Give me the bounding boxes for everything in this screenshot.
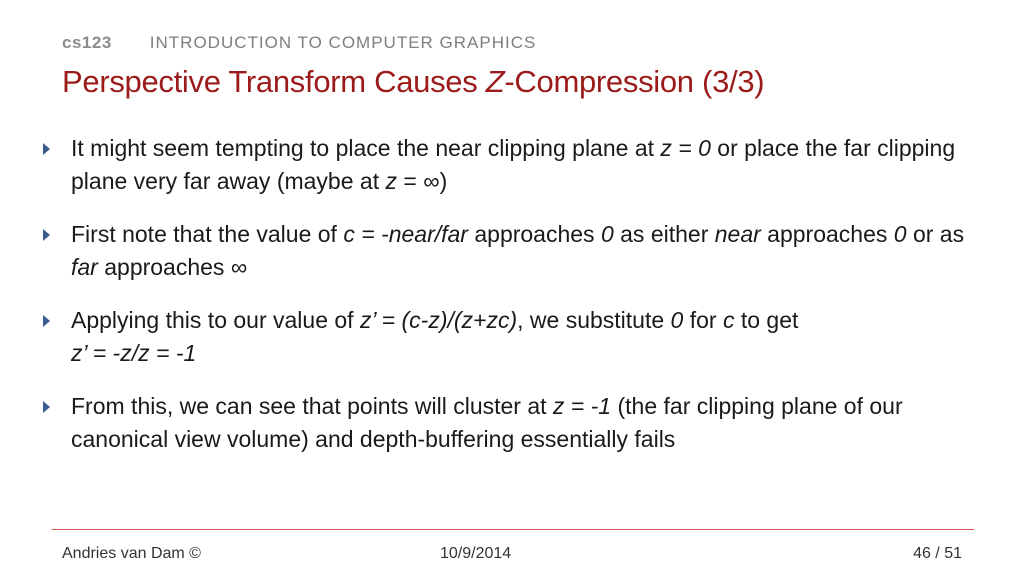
math-text: z’ = (c-z)/(z+zc) [359, 307, 518, 333]
math-text: z [385, 168, 397, 194]
triangle-bullet-icon [43, 143, 50, 155]
bullet-item [40, 218, 970, 284]
title-text-start: Perspective Transform Causes [62, 64, 486, 99]
bullet-text: From this, we can see that points will cluster at [71, 393, 553, 419]
course-name: INTRODUCTION TO COMPUTER GRAPHICS [149, 33, 537, 52]
bullet-text: (the far clipping plane of our canonical view volume) and depth-buffering essentially fails [71, 393, 903, 452]
bullet-text: = ∞) [396, 168, 448, 194]
bullet-text: or place the far clipping plane very far away (maybe at [71, 135, 956, 194]
bullet-text: , we substitute [517, 307, 671, 333]
math-text: c = -near/far [343, 221, 468, 247]
course-header [62, 33, 536, 53]
slide-title [62, 64, 764, 100]
footer-date: 10/9/2014 [440, 545, 512, 562]
bullet-text: approaches [467, 221, 601, 247]
bullet-item [40, 132, 970, 198]
math-text: 0 [893, 221, 907, 247]
bullet-item [40, 390, 970, 456]
bullet-text: First note that the value of [71, 221, 344, 247]
bullet-text: approaches ∞ [97, 254, 248, 280]
math-text: near [714, 221, 761, 247]
bullet-text: to get [734, 307, 799, 333]
bullet-text: Applying this to our value of [71, 307, 360, 333]
math-text: z’ = -z/z = -1 [71, 340, 197, 366]
math-text: far [71, 254, 98, 280]
triangle-bullet-icon [43, 401, 50, 413]
bullet-item [40, 304, 970, 370]
bullet-text: for [683, 307, 723, 333]
title-text-end: -Compression (3/3) [504, 64, 765, 99]
bullet-text: or as [906, 221, 965, 247]
math-text: 0 [670, 307, 684, 333]
triangle-bullet-icon [43, 315, 50, 327]
bullet-text: as either [613, 221, 715, 247]
footer-page-number: 46 / 51 [913, 545, 962, 562]
bullet-list [40, 132, 970, 476]
footer-divider [52, 529, 974, 530]
triangle-bullet-icon [43, 229, 50, 241]
math-text: z = -1 [552, 393, 612, 419]
title-italic-z: Z [485, 64, 505, 99]
bullet-text: approaches [760, 221, 894, 247]
bullet-text: It might seem tempting to place the near clipping plane at [71, 135, 661, 161]
footer-author: Andries van Dam © [62, 545, 201, 562]
math-text: 0 [600, 221, 614, 247]
math-text: c [722, 307, 735, 333]
course-code: cs123 [62, 33, 112, 52]
math-text: z = 0 [660, 135, 711, 161]
